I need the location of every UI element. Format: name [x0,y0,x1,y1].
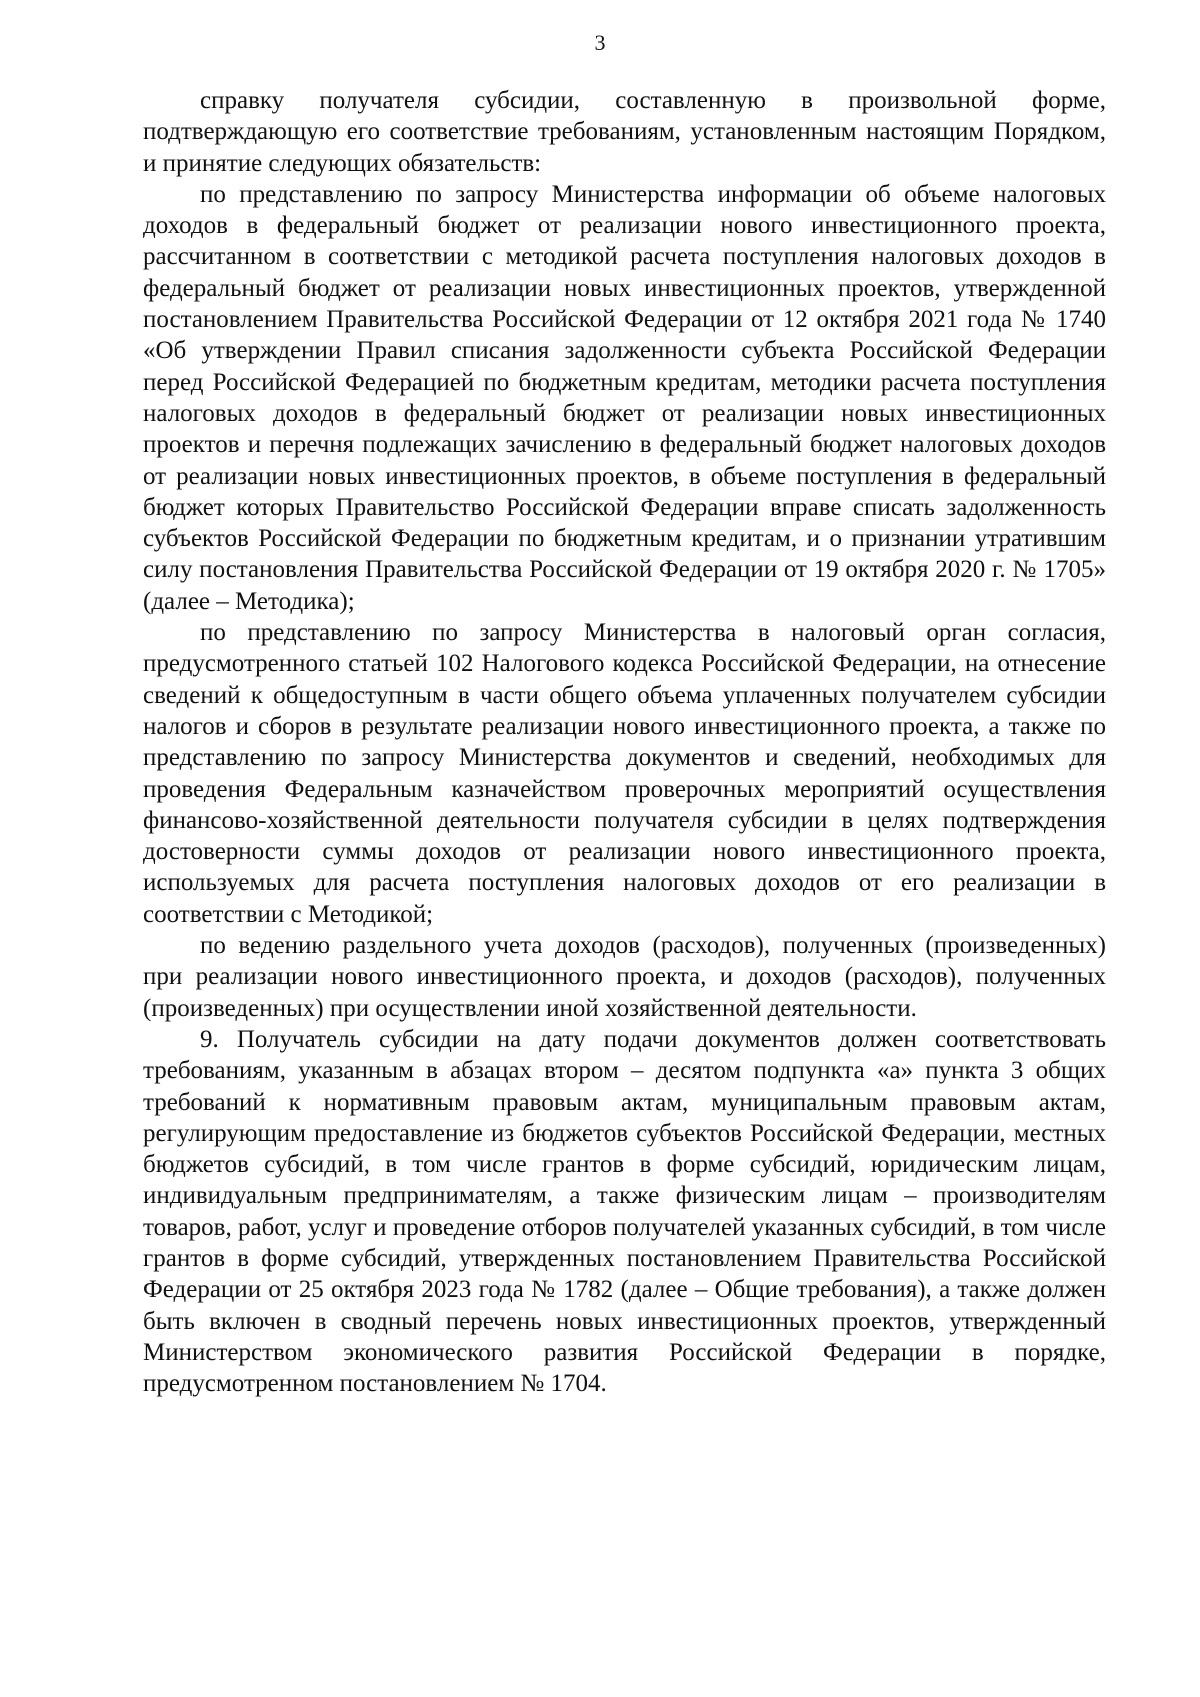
paragraph-tax-revenue-info: по представлению по запросу Министерства информации об объеме налоговых доходов в федеральный бюджет от реализации нового инвестиционного проекта, рассчитанном в соответствии с методикой расчета поступления налоговых доходов в федеральный бюджет от реализации новых инвестиционных проектов, утвержденной постановлением Правительства Российской Федерации от 12 октября 2021 года № 1740 «Об утверждении Правил списания задолженности субъекта Российской Федерации перед Российской Федерацией по бюджетным кредитам, методики расчета поступления налоговых доходов в федеральный бюджет от реализации новых инвестиционных проектов и перечня подлежащих зачислению в федеральный бюджет налоговых доходов от реализации новых инвестиционных проектов, в объеме поступления в федеральный бюджет которых Правительство Российской Федерации вправе списать задолженность субъектов Российской Федерации по бюджетным кредитам, и о признании утратившим силу постановления Правительства Российской Федерации от 19 октября 2020 г. № 1705» (далее – Методика); [143,180,1106,615]
page-number: 3 [594,30,606,55]
paragraph-separate-accounting: по ведению раздельного учета доходов (расходов), полученных (произведенных) при реализации нового инвестиционного проекта, и доходов (расходов), полученных (произведенных) при осуществлении иной хозяйственной деятельности. [143,932,1106,1022]
paragraph-tax-authority-consent: по представлению по запросу Министерства в налоговый орган согласия, предусмотренного статьей 102 Налогового кодекса Российской Федерации, на отнесение сведений к общедоступным в части общего объема уплаченных получателем субсидии налогов и сборов в результате реализации нового инвестиционного проекта, а также по представлению по запросу Министерства документов и сведений, необходимых для проведения Федеральным казначейством проверочных мероприятий осуществления финансово-хозяйственной деятельности получателя субсидии в целях подтверждения достоверности суммы доходов от реализации нового инвестиционного проекта, используемых для расчета поступления налоговых доходов от его реализации в соответствии с Методикой; [143,619,1106,928]
paragraph-item-9-requirements: 9. Получатель субсидии на дату подачи документов должен соответствовать требованиям, указанным в абзацах втором – десятом подпункта «а» пункта 3 общих требований к нормативным правовым актам, муниципальным правовым актам, регулирующим предоставление из бюджетов субъектов Российской Федерации, местных бюджетов субсидий, в том числе грантов в форме субсидий, юридическим лицам, индивидуальным предпринимателям, а также физическим лицам – производителям товаров, работ, услуг и проведение отборов получателей указанных субсидий, в том числе грантов в форме субсидий, утвержденных постановлением Правительства Российской Федерации от 25 октября 2023 года № 1782 (далее – Общие требования), а также должен быть включен в сводный перечень новых инвестиционных проектов, утвержденный Министерством экономического развития Российской Федерации в порядке, предусмотренном постановлением № 1704. [143,1025,1106,1398]
paragraph-certificate: справку получателя субсидии, составленную в произвольной форме, подтверждающую его соответствие требованиям, установленным настоящим Порядком, и принятие следующих обязательств: [143,87,1106,177]
document-body [143,85,1106,1399]
